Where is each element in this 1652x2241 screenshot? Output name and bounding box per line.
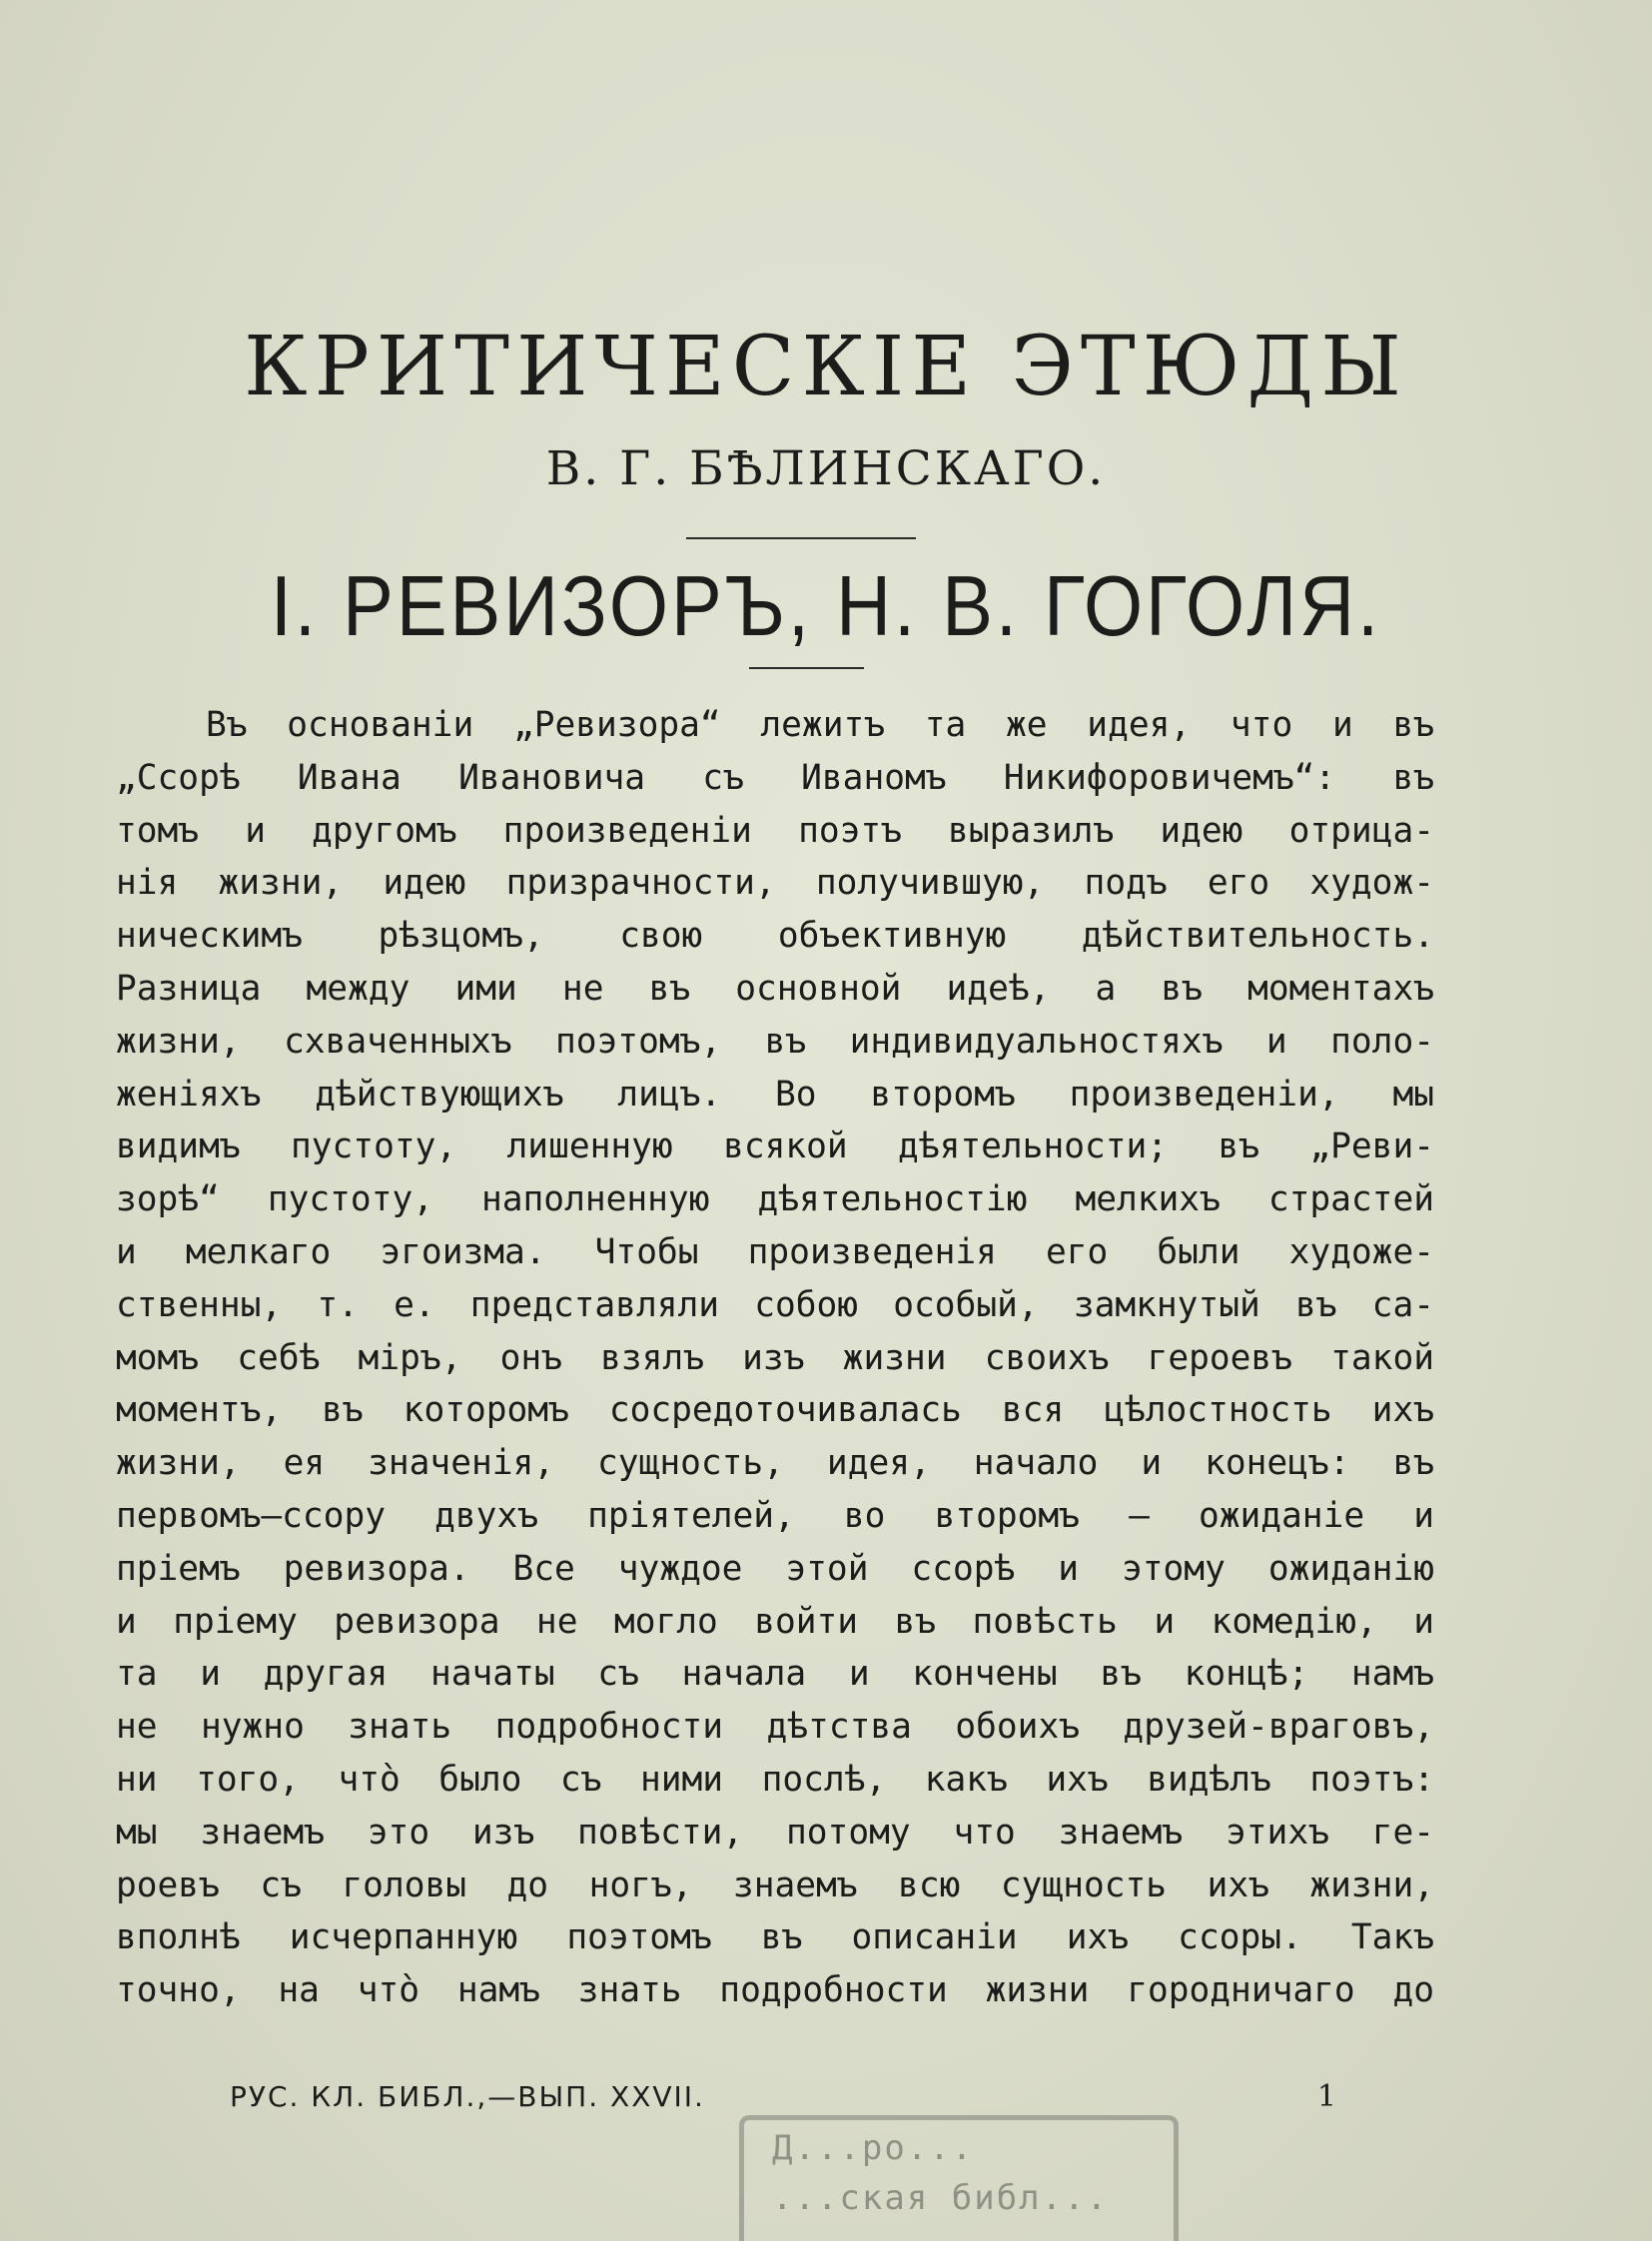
text-line: жизни, схваченныхъ поэтомъ, въ индивидуальностяхъ и поло-: [116, 1021, 1434, 1062]
text-line: та и другая начаты съ начала и кончены въ концѣ; намъ: [116, 1654, 1434, 1695]
section-heading: I. РЕВИЗОРЪ, Н. В. ГОГОЛЯ.: [270, 558, 1382, 655]
text-line: „Ссорѣ Ивана Ивановича съ Иваномъ Никифоровичемъ“: въ: [116, 757, 1434, 798]
page-number: 1: [1316, 2079, 1338, 2114]
author-line: В. Г. БѢЛИНСКАГО.: [545, 441, 1107, 496]
text-line: зорѣ“ пустоту, наполненную дѣятельностію мелкихъ страстей: [116, 1179, 1434, 1220]
text-line: ни того, что̀ было съ ними послѣ, какъ ихъ видѣлъ поэтъ:: [116, 1759, 1434, 1800]
text-line: ственны, т. е. представляли собою особый, замкнутый въ са-: [116, 1284, 1434, 1325]
stamp-text: Д...ро...: [772, 2128, 975, 2168]
divider-rule-short: [749, 667, 864, 669]
text-line: мы знаемъ это изъ повѣсти, потому что знаемъ этихъ ге-: [116, 1812, 1434, 1853]
text-line: и мелкаго эгоизма. Чтобы произведенія его были художе-: [116, 1231, 1434, 1272]
text-line: первомъ—ссору двухъ пріятелей, во второмъ — ожиданіе и: [116, 1495, 1434, 1536]
text-line: видимъ пустоту, лишенную всякой дѣятельности; въ „Реви-: [116, 1126, 1434, 1167]
text-line: точно, на что̀ намъ знать подробности жизни городничаго до: [116, 1970, 1434, 2011]
text-line: момъ себѣ міръ, онъ взялъ изъ жизни своихъ героевъ такой: [116, 1337, 1434, 1378]
text-line: Въ основаніи „Ревизора“ лежитъ та же идея, что и въ: [206, 705, 1434, 745]
text-line: женіяхъ дѣйствующихъ лицъ. Во второмъ произведеніи, мы: [116, 1074, 1434, 1115]
divider-rule: [686, 537, 916, 539]
text-line: томъ и другомъ произведеніи поэтъ выразилъ идею отрица-: [116, 810, 1434, 851]
body-paragraph: [116, 699, 1434, 2017]
page-title: КРИТИЧЕСКІЕ ЭТЮДЫ: [244, 320, 1408, 414]
text-line: вполнѣ исчерпанную поэтомъ въ описаніи ихъ ссоры. Такъ: [116, 1917, 1434, 1958]
text-line: жизни, ея значенія, сущность, идея, начало и конецъ: въ: [116, 1443, 1434, 1484]
text-line: нія жизни, идею призрачности, получившую, подъ его худож-: [116, 863, 1434, 904]
signature-mark: РУС. КЛ. БИБЛ.,—ВЫП. XXVII.: [230, 2080, 705, 2113]
text-line: ническимъ рѣзцомъ, свою объективную дѣйствительность.: [116, 916, 1434, 957]
text-line: Разница между ими не въ основной идеѣ, а въ моментахъ: [116, 968, 1434, 1009]
text-line: пріемъ ревизора. Все чуждое этой ссорѣ и этому ожиданію: [116, 1548, 1434, 1589]
text-line: моментъ, въ которомъ сосредоточивалась вся цѣлостность ихъ: [116, 1390, 1434, 1431]
text-line: роевъ съ головы до ногъ, знаемъ всю сущность ихъ жизни,: [116, 1865, 1434, 1905]
text-line: не нужно знать подробности дѣтства обоихъ друзей-враговъ,: [116, 1707, 1434, 1748]
library-stamp: [739, 2115, 1179, 2241]
text-line: и пріему ревизора не могло войти въ повѣсть и комедію, и: [116, 1601, 1434, 1642]
stamp-text: ...ская библ...: [772, 2178, 1110, 2218]
